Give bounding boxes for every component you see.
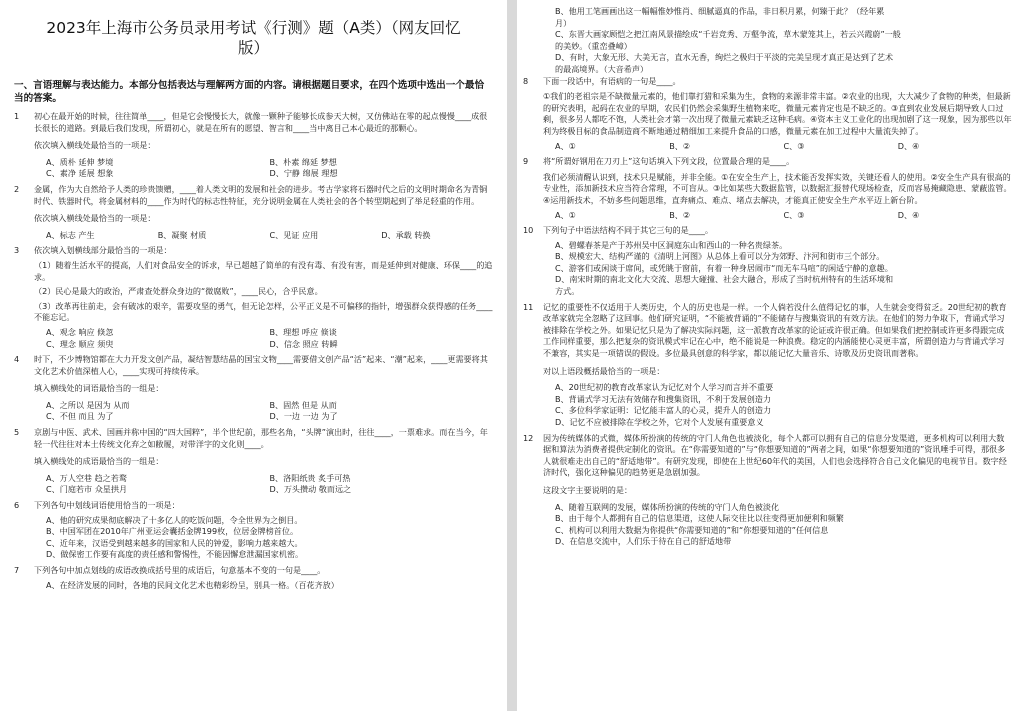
sub-sentence-1: （1）随着生活水平的提高，人们对食品安全的诉求，早已超越了简单的有没有毒、有没有害，而是延伸到对健康、环保____的追求。 [34,259,493,282]
question-number: 2 [14,183,20,194]
question-number: 12 [523,432,534,443]
document-title: 2023年上海市公务员录用考试《行测》题（A类）（网友回忆版） [46,19,461,57]
question-7 [14,565,493,595]
option-d[interactable]: D、④ [897,140,920,151]
option-a[interactable]: A、碧螺春茶是产于苏州吴中区洞庭东山和西山的一种名贵绿茶。 [555,239,788,250]
option-d-line-2: 方式。 [555,286,580,297]
option-d[interactable]: D、承载 转换 [381,229,431,240]
question-4 [14,354,493,427]
question-text: 记忆的重要性不仅适用于人类历史，个人的历史也是一样。一个人倘若没什么值得记忆的事，人生就会变得贫乏。20世纪初的教育改革家就完全忽略了这回事。他们研究证明，“不能被背诵的”不能储存与搜集资讯的有效方法。在他们的努力争取下，背诵式学习被排除在学校之外。如果记忆只是为了解决实际问题，这一派教育改革家的论证或许很正确。但如果我们把控制或许更多得跟完成工作同样重要，那么把复杂的资讯模式牢记在心中，绝不能说是一种浪费。稳定的内涵能使心灵更丰富，所谓创造力与背诵式学习不兼容，其实是一项错误的假设。多位最具创意的科学家，都以能记忆大量音乐、诗歌及历史资讯而著称。 [543,301,1007,359]
question-number: 4 [14,354,20,365]
options [555,141,1012,153]
question-5 [14,427,493,500]
options [46,230,493,242]
document-page-left [0,0,507,711]
option-b-line-1[interactable]: B、他用工笔画画出这一幅幅惟妙惟肖、细腻逼真的作品，非日积月累，何臻于此？（经年累 [555,6,885,16]
option-c[interactable]: C、游客们或闲谈于席间，或凭眺于窗前，有着一种身居闹市“而无车马喧”的闲适宁静的意趣。 [555,262,893,273]
question-9 [523,156,1012,225]
options [555,382,1012,428]
question-prompt: 这段文字主要说明的是： [543,484,633,495]
options [46,400,493,423]
question-text: 依次填入划横线部分最恰当的一项是： [34,245,172,256]
option-a[interactable]: A、标志 产生 [46,229,95,240]
question-passage: 我们必须清醒认识到，技术只是赋能，并非全能。①在安全生产上，技术能否发挥实效，关键还看人的使用。②安全生产具有很高的专业性，添加新技术应当符合常理，不可盲从。③比如某些大数据监管，以数据汇报替代现场检查，反而容易掩藏隐患、蒙蔽监管。④运用新技术，不妨多些问题思维，直奔痛点、难点、堵点去解决，才能真正使安全生产水平迈上新台阶。 [543,171,1012,205]
page-gutter [507,0,517,711]
question-6 [14,500,493,565]
question-prompt: 填入横线处的词语最恰当的一组是： [34,383,164,394]
option-b[interactable]: B、② [669,209,691,220]
question-text: 金属，作为大自然给予人类的珍贵馈赠，____着人类文明的发展和社会的进步。考古学家将石器时代之后的文明时期命名为青铜时代、铁器时代，将金属材料的____作为时代的标志性特征，充分说明金属在人类社会的各个转型期起到了举足轻重的作用。 [34,183,488,206]
question-12 [523,433,1012,552]
option-d-line-1[interactable]: D、南宋时期的南北文化大交流、思想大碰撞、社会大融合，形成了当时杭州特有的生活环境和 [555,274,894,285]
question-number: 7 [14,565,20,575]
option-c[interactable]: C、多位科学家证明：记忆能丰富人的心灵，提升人的创造力 [555,405,772,416]
option-a[interactable]: A、在经济发展的同时，各地的民间文化艺术也精彩纷呈，别具一格。（百花齐放） [46,579,339,590]
options [555,502,1012,548]
question-prompt: 依次填入横线处最恰当的一项是： [34,213,156,224]
option-d[interactable]: D、万头攒动 敬而远之 [269,484,352,495]
option-c[interactable]: C、不但 而且 为了 [46,411,114,422]
option-c[interactable]: C、机构可以利用大数据为你提供“你需要知道的”和“你想要知道的”任何信息 [555,524,829,535]
question-text: 初心在最开始的时候，往往简单____，但是它会慢慢长大，就像一颗种子能够长成参天大树，又仿佛站在零的起点慢慢____成很长很长的道路。到最后我们发现，所谓初心，就是在所有的愿望、智言和____当中离目己本心最近的那颗心。 [34,111,488,133]
option-d[interactable]: D、一边 一边 为了 [269,411,338,422]
question-10 [523,225,1012,302]
question-number: 11 [523,301,534,312]
question-text: 下列句子中语法结构不同于其它三句的是____。 [543,225,713,236]
question-text: 将“所谓好钢用在刀刃上”这句话填入下列文段，位置最合理的是____。 [543,156,795,167]
option-d[interactable]: D、记忆不应被排除在学校之外，它对个人发展有重要意义 [555,417,764,427]
question-number: 10 [523,225,534,236]
question-number: 9 [523,156,529,167]
question-passage: ①我们的老祖宗是不缺微量元素的，他们靠打猎和采集为生，食物的来源非常丰富。②农业的出现，大大减少了食物的种类，但最新的研究表明，起码在农业的早期，农民们仍然会采集野生植物来吃，微量元素肯定也是不缺乏的。③直到农业发展后期导致人口过剩，很多另人都吃不饱，人类社会才第一次出现了微量元素缺乏这种毛病。④资本主义工业化的出现加剧了这一现象，因为那些以年利为终极目标的食品制造商不断地通过精细加工来提升食品的口感，微量元素在加工过程中大量流失掉了。 [543,91,1012,136]
option-b[interactable]: B、由于每个人都拥有自己的信息渠道，这使人际交往比以往变得更加便利和频繁 [555,513,844,524]
option-d[interactable]: D、宁静 绵展 理想 [269,168,338,179]
option-d[interactable]: D、④ [897,209,920,220]
option-b[interactable]: B、② [669,140,691,151]
question-text: 时下，不少博物馆都在大力开发文创产品，凝结智慧结晶的国宝文物____需要借文创产品“活”起来、“潮”起来，____更需要将其文化艺术价值深植人心，____实现可持续传承。 [34,354,488,376]
option-b[interactable]: B、中国军团在2010年广州亚运会囊括金牌199枚，位居金牌榜首位。 [46,526,299,537]
option-c[interactable]: C、③ [783,140,805,151]
question-prompt: 依次填入横线处最恰当的一项是： [34,140,156,151]
option-a[interactable]: A、万人空巷 趋之若鹜 [46,472,127,483]
option-a[interactable]: A、他的研究成果彻底解决了十多亿人的吃饭问题，令全世界为之倒目。 [46,514,303,525]
document-page-right [517,0,1024,711]
question-prompt: 对以上语段概括最恰当的一项是： [543,365,665,376]
option-d[interactable]: D、做保密工作要有高度的责任感和警惕性，不能因懈怠泄漏国家机密。 [46,549,304,560]
question-1 [14,111,493,184]
options [46,515,493,561]
question-number: 3 [14,245,20,256]
question-number: 6 [14,500,20,511]
options [555,240,1012,298]
options [46,157,493,180]
option-d[interactable]: D、信念 照应 转瞬 [269,338,338,349]
option-b-line-2: 月） [555,17,572,28]
option-c[interactable]: C、门庭若市 众星拱月 [46,484,128,495]
options [555,210,1012,222]
question-number: 1 [14,111,20,121]
option-a[interactable]: A、随着互联网的发展，媒体所扮演的传统的守门人角色被淡化 [555,501,780,512]
question-text: 下列各句中划线词语使用恰当的一项是： [34,500,180,511]
question-3 [14,245,493,354]
option-a[interactable]: A、20世纪初的教育改革家认为记忆对个人学习而言并不重要 [555,382,774,393]
question-text: 下面一段话中，有语病的一句是____。 [543,75,681,86]
question-11 [523,302,1012,433]
question-text: 因为传统媒体的式微，媒体所扮演的传统的守门人角色也被淡化，每个人都可以拥有自己的信息分发渠道，更多机构可以利用大数据和算法为消费者提供定制化的资讯。在“你需要知道的”与“你想要知道的”两者之间，如果“你想要知道的”资讯唾手可得，那很多人就很难走出自己的“舒适地带”。有研究发现，即使在上世纪60年代的美国，人们也会选择符合自己文化偏见的电视节目。数字经济时代，强化这种偏见的趋势更是急剧加强。 [543,432,1007,478]
option-c[interactable]: C、③ [783,209,805,220]
option-b[interactable]: B、背诵式学习无法有效储存和搜集资讯，不利于发展创造力 [555,393,771,404]
option-a[interactable]: A、① [555,209,576,220]
question-prompt: 填入横线处的成语最恰当的一组是： [34,456,164,467]
option-c-line-1[interactable]: C、东晋大画家顾恺之把江南风景描绘成“千岩竞秀、万壑争流，草木蒙笼其上，若云兴霞蔚”一般 [555,29,901,40]
option-b[interactable]: B、凝聚 材质 [157,229,207,240]
question-2 [14,184,493,245]
option-b[interactable]: B、洛阳纸贵 炙手可热 [269,472,351,483]
sub-sentence-2: （2）民心是最大的政治，严肃查处群众身边的“微腐败”，____民心，合乎民意。 [34,286,323,297]
option-b[interactable]: B、理想 呼应 倏谈 [269,326,337,337]
question-number: 5 [14,427,20,438]
option-a[interactable]: A、① [555,140,576,151]
options [46,580,493,592]
sub-sentence-3: （3）改革再往前走，会有破冰的艰辛，需要攻坚的勇气，但无论怎样，公平正义是不可偏移的指针，增强群众获得感的任务____不能忘记。 [34,300,493,323]
option-a[interactable]: A、观念 响应 倏忽 [46,326,114,337]
option-c[interactable]: C、素净 延展 想象 [46,168,114,179]
options [46,473,493,496]
question-8 [523,76,1012,157]
option-d-line-2: 的最高境界。（大音希声） [555,63,649,74]
option-d[interactable]: D、在信息交流中，人们乐于待在自己的舒适地带 [555,536,732,547]
section-heading: 一、言语理解与表达能力。本部分包括表达与理解两方面的内容。请根据题目要求，在四个选项中选出一个最恰当的答案。 [14,80,485,104]
option-c[interactable]: C、理念 顺应 须臾 [46,338,114,349]
question-text: 京剧与中医、武术、国画并称中国的“四大国粹”，半个世纪前，那些名角，“头牌”演出时，往往____，一票难求。而在当今，年轻一代往往对本土传统文化弃之如敝履，对带洋字的文化则____。 [34,427,488,449]
options [46,327,493,350]
question-text: 下列各句中加点划线的成语改换成括号里的成语后，句意基本不变的一句是____。 [34,565,326,575]
option-b[interactable]: B、固然 但是 从而 [269,399,337,410]
option-d-line-1[interactable]: D、有时，大象无形、大美无言，直水无香，绚烂之极归于平淡的完美呈现才真正是达到了艺术 [555,52,894,63]
option-c-line-2: 的美妙。（重峦叠嶂） [555,40,632,51]
option-a[interactable]: A、之所以 是因为 从而 [46,399,130,410]
option-b[interactable]: B、朴素 绵延 梦想 [269,156,337,167]
question-7-continued [523,6,1012,76]
option-c[interactable]: C、近年来，汉语受到越来越多的国家和人民的钟爱，影响力越来越大。 [46,537,303,548]
option-b[interactable]: B、规模宏大、结构严谨的《清明上河图》从总体上看可以分为郊野、汴河和街市三个部分。 [555,251,885,262]
option-c[interactable]: C、见证 应用 [269,229,319,240]
question-number: 8 [523,75,529,86]
option-a[interactable]: A、质朴 延伸 梦境 [46,156,114,167]
